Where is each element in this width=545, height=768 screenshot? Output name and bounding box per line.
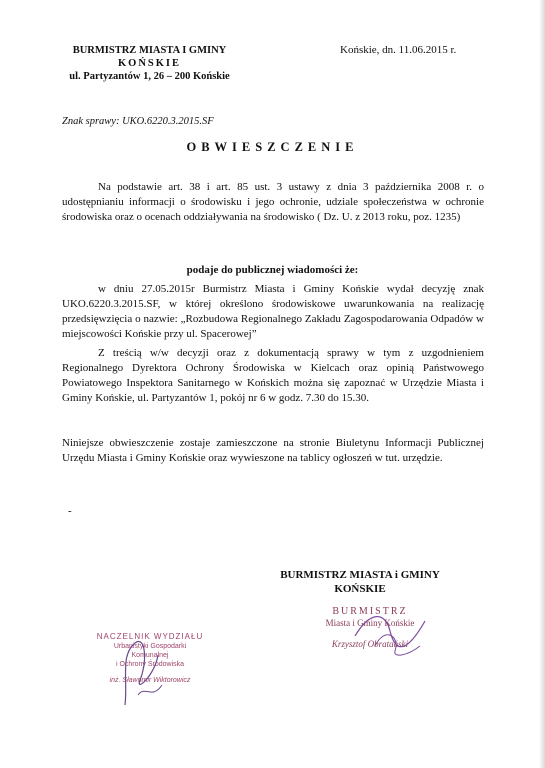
announcement-heading: podaje do publicznej wiadomości że: [186,264,359,276]
issuer-city: KOŃSKIE [117,58,181,69]
mayor-stamp-subtitle: Miasta i Gminy Końskie [325,618,415,628]
issuer-address: ul. Partyzantów 1, 26 – 200 Końskie [69,71,230,82]
case-reference: Znak sprawy: UKO.6220.3.2015.SF [62,116,214,127]
signer-title: BURMISTRZ MIASTA i GMINY [280,569,440,581]
paragraph-legal-basis: Na podstawie art. 38 i art. 85 ust. 3 ustawy z dnia 3 października 2008 r. o udostępnianiu informacji o środowisku i jego ochronie, udziale społeczeństwa w ochronie środowiska oraz o ocenach oddziaływania na środowisko ( Dz. U. z 2013 roku, poz. 1235) [62,181,484,223]
issuer-name: BURMISTRZ MIASTA I GMINY [72,45,227,56]
department-stamp-title: NACZELNIK WYDZIAŁU [96,632,204,641]
mayor-stamp-name: Krzysztof Obratański [331,639,409,649]
place-date: Końskie, dn. 11.06.2015 r. [340,44,457,56]
paragraph-decision: w dniu 27.05.2015r Burmistrz Miasta i Gminy Końskie wydał decyzję znak UKO.6220.3.2015.SF, w której określono środowiskowe uwarunkowania na realizację przedsięwzięcia o nazwie: „Rozbudowa Regionalnego Zakładu Zagospodarowania Odpadów w miejscowości Końskie przy ul. Spacerowej” [62,283,484,340]
signer-city: KOŃSKIE [334,583,386,595]
department-signature-icon [100,635,190,710]
paragraph-publication: Niniejsze obwieszczenie zostaje zamieszczone na stronie Biuletynu Informacji Publicznej Urzędu Miasta i Gminy Końskie oraz wywieszone na tablicy ogłoszeń w tut. urzędzie. [62,437,484,464]
scan-edge-shadow [539,0,545,768]
department-stamp-name: inż. Sławomir Wiktorowicz [109,677,191,684]
paragraph-access-info: Z treścią w/w decyzji oraz z dokumentacją sprawy w tym z uzgodnieniem Regionalnego Dyrektora Ochrony Środowiska w Kielcach oraz opinią Państwowego Powiatowego Inspektora Sanitarnego w Końskich można się zapoznać w Urzędzie Miasta i Gminy Końskie, ul. Partyzantów 1, pokój nr 6 w godz. 7.30 do 15.30. [62,347,484,404]
department-stamp-line2: Urbanistyki Gospodarki Komunalnej [113,643,187,659]
issuer-block [62,44,237,83]
mayor-stamp-title: BURMISTRZ [332,606,408,617]
mayor-signature-icon [345,606,435,666]
department-stamp-line3: i Ochrony Środowiska [115,661,185,668]
document-title: OBWIESZCZENIE [186,140,359,154]
stray-dash: - [68,505,72,517]
signature-block [250,568,470,596]
